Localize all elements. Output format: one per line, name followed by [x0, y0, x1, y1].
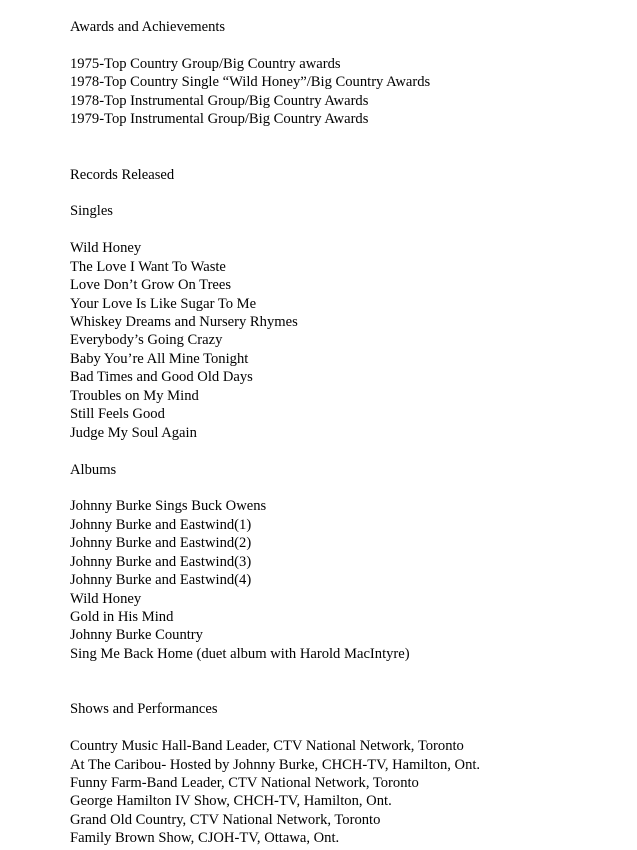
single-item: Love Don’t Grow On Trees [70, 277, 232, 294]
album-item: Johnny Burke and Eastwind(2) [70, 535, 252, 552]
single-item: Still Feels Good [70, 406, 165, 423]
show-item: Funny Farm-Band Leader, CTV National Network, Toronto [70, 774, 419, 791]
single-item: Wild Honey [70, 240, 142, 257]
award-item: 1979-Top Instrumental Group/Big Country Awards [70, 111, 369, 128]
records-heading: Records Released [70, 166, 175, 183]
awards-heading: Awards and Achievements [70, 19, 226, 35]
single-item: Judge My Soul Again [70, 424, 197, 441]
album-item: Johnny Burke Country [70, 627, 203, 644]
shows-heading: Shows and Performances [70, 701, 218, 718]
album-item: Johnny Burke and Eastwind(4) [70, 572, 252, 589]
single-item: Troubles on My Mind [70, 387, 199, 404]
album-item: Sing Me Back Home (duet album with Harold MacIntyre) [70, 645, 410, 662]
award-item: 1978-Top Instrumental Group/Big Country Awards [70, 92, 369, 109]
single-item: Baby You’re All Mine Tonight [70, 350, 249, 367]
album-item: Johnny Burke and Eastwind(3) [70, 553, 252, 570]
album-item: Johnny Burke Sings Buck Owens [70, 498, 267, 515]
awards-list [70, 55, 637, 129]
show-item: Country Music Hall-Band Leader, CTV National Network, Toronto [70, 738, 464, 755]
album-item: Johnny Burke and Eastwind(1) [70, 516, 252, 533]
single-item: The Love I Want To Waste [70, 258, 226, 275]
show-item: Grand Old Country, CTV National Network, Toronto [70, 811, 381, 828]
show-item: George Hamilton IV Show, CHCH-TV, Hamilton, Ont. [70, 793, 392, 810]
album-item: Gold in His Mind [70, 609, 174, 626]
single-item: Whiskey Dreams and Nursery Rhymes [70, 314, 298, 331]
award-item: 1975-Top Country Group/Big Country awards [70, 55, 341, 72]
singles-list [70, 239, 637, 442]
album-item: Wild Honey [70, 590, 142, 607]
single-item: Bad Times and Good Old Days [70, 369, 253, 386]
singles-heading: Singles [70, 203, 113, 220]
award-item: 1978-Top Country Single “Wild Honey”/Big Country Awards [70, 74, 431, 91]
show-item: At The Caribou- Hosted by Johnny Burke, CHCH-TV, Hamilton, Ont. [70, 756, 481, 773]
single-item: Everybody’s Going Crazy [70, 332, 223, 349]
albums-heading: Albums [70, 461, 117, 478]
single-item: Your Love Is Like Sugar To Me [70, 295, 257, 312]
show-item: Family Brown Show, CJOH-TV, Ottawa, Ont. [70, 830, 340, 847]
albums-list [70, 497, 637, 663]
shows-list [70, 737, 637, 848]
